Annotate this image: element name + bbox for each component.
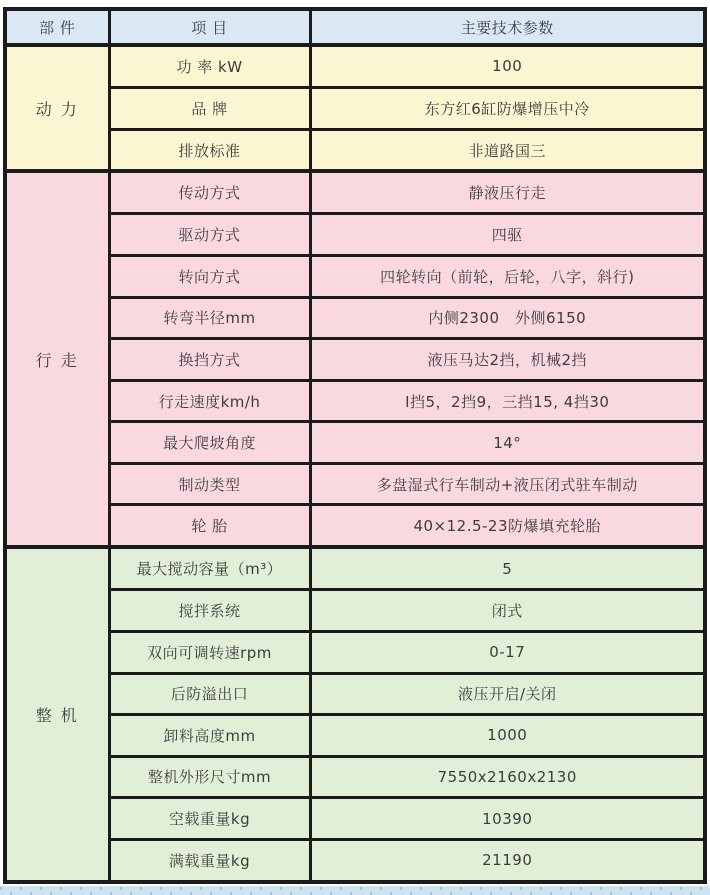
table-row	[5, 590, 705, 632]
spec-value: 非道路国三	[310, 129, 705, 171]
table-row	[5, 256, 705, 298]
table-row	[5, 715, 705, 757]
spec-value: 7550x2160x2130	[310, 756, 705, 798]
header-component: 部 件	[5, 9, 109, 45]
table-row	[5, 171, 705, 213]
table-row	[5, 631, 705, 673]
spec-item: 后防溢出口	[109, 673, 310, 715]
spec-item: 卸料高度mm	[109, 715, 310, 757]
spec-value: 100	[310, 45, 705, 87]
spec-value: 液压马达2挡，机械2挡	[310, 339, 705, 381]
table-row	[5, 673, 705, 715]
spec-item: 转向方式	[109, 256, 310, 298]
spec-item: 功 率 kW	[109, 45, 310, 87]
spec-value: 四轮转向（前轮，后轮，八字，斜行)	[310, 256, 705, 298]
table-row	[5, 547, 705, 589]
table-row	[5, 45, 705, 87]
spec-item: 品 牌	[109, 87, 310, 129]
table-row	[5, 505, 705, 547]
spec-item: 驱动方式	[109, 214, 310, 256]
table-row	[5, 839, 705, 882]
spec-item: 最大爬坡角度	[109, 422, 310, 464]
spec-item: 制动类型	[109, 463, 310, 505]
technical-spec-table	[3, 7, 707, 884]
spec-value: I挡5，2挡9，三挡15, 4挡30	[310, 380, 705, 422]
table-row	[5, 463, 705, 505]
table-row	[5, 129, 705, 171]
header-item: 项 目	[109, 9, 310, 45]
spec-value: 多盘湿式行车制动+液压闭式驻车制动	[310, 463, 705, 505]
background-texture-strip	[0, 886, 710, 895]
section-label-machine: 整 机	[5, 547, 109, 882]
spec-item: 整机外形尺寸mm	[109, 756, 310, 798]
spec-item: 行走速度km/h	[109, 380, 310, 422]
spec-value: 液压开启/关闭	[310, 673, 705, 715]
spec-value: 14°	[310, 422, 705, 464]
spec-value: 闭式	[310, 590, 705, 632]
spec-item: 换挡方式	[109, 339, 310, 381]
spec-item: 最大搅动容量（m³）	[109, 547, 310, 589]
spec-value: 静液压行走	[310, 171, 705, 213]
table-row	[5, 422, 705, 464]
section-label-travel: 行 走	[5, 171, 109, 547]
section-label-power: 动 力	[5, 45, 109, 171]
spec-item: 满载重量kg	[109, 839, 310, 882]
spec-value: 40×12.5-23防爆填充轮胎	[310, 505, 705, 547]
table-row	[5, 380, 705, 422]
table-row	[5, 87, 705, 129]
table-row	[5, 214, 705, 256]
spec-item: 轮 胎	[109, 505, 310, 547]
spec-value: 21190	[310, 839, 705, 882]
table-row	[5, 798, 705, 840]
spec-item: 搅拌系统	[109, 590, 310, 632]
table-header-row	[5, 9, 705, 45]
spec-item: 传动方式	[109, 171, 310, 213]
spec-item: 转弯半径mm	[109, 297, 310, 339]
table-row	[5, 297, 705, 339]
spec-item: 双向可调转速rpm	[109, 631, 310, 673]
spec-value: 1000	[310, 715, 705, 757]
spec-value: 0-17	[310, 631, 705, 673]
spec-item: 空载重量kg	[109, 798, 310, 840]
spec-value: 东方红6缸防爆增压中冷	[310, 87, 705, 129]
header-params: 主要技术参数	[310, 9, 705, 45]
spec-item: 排放标准	[109, 129, 310, 171]
spec-value: 5	[310, 547, 705, 589]
spec-value: 内侧2300 外侧6150	[310, 297, 705, 339]
table-row	[5, 756, 705, 798]
table-row	[5, 339, 705, 381]
spec-value: 四驱	[310, 214, 705, 256]
spec-value: 10390	[310, 798, 705, 840]
